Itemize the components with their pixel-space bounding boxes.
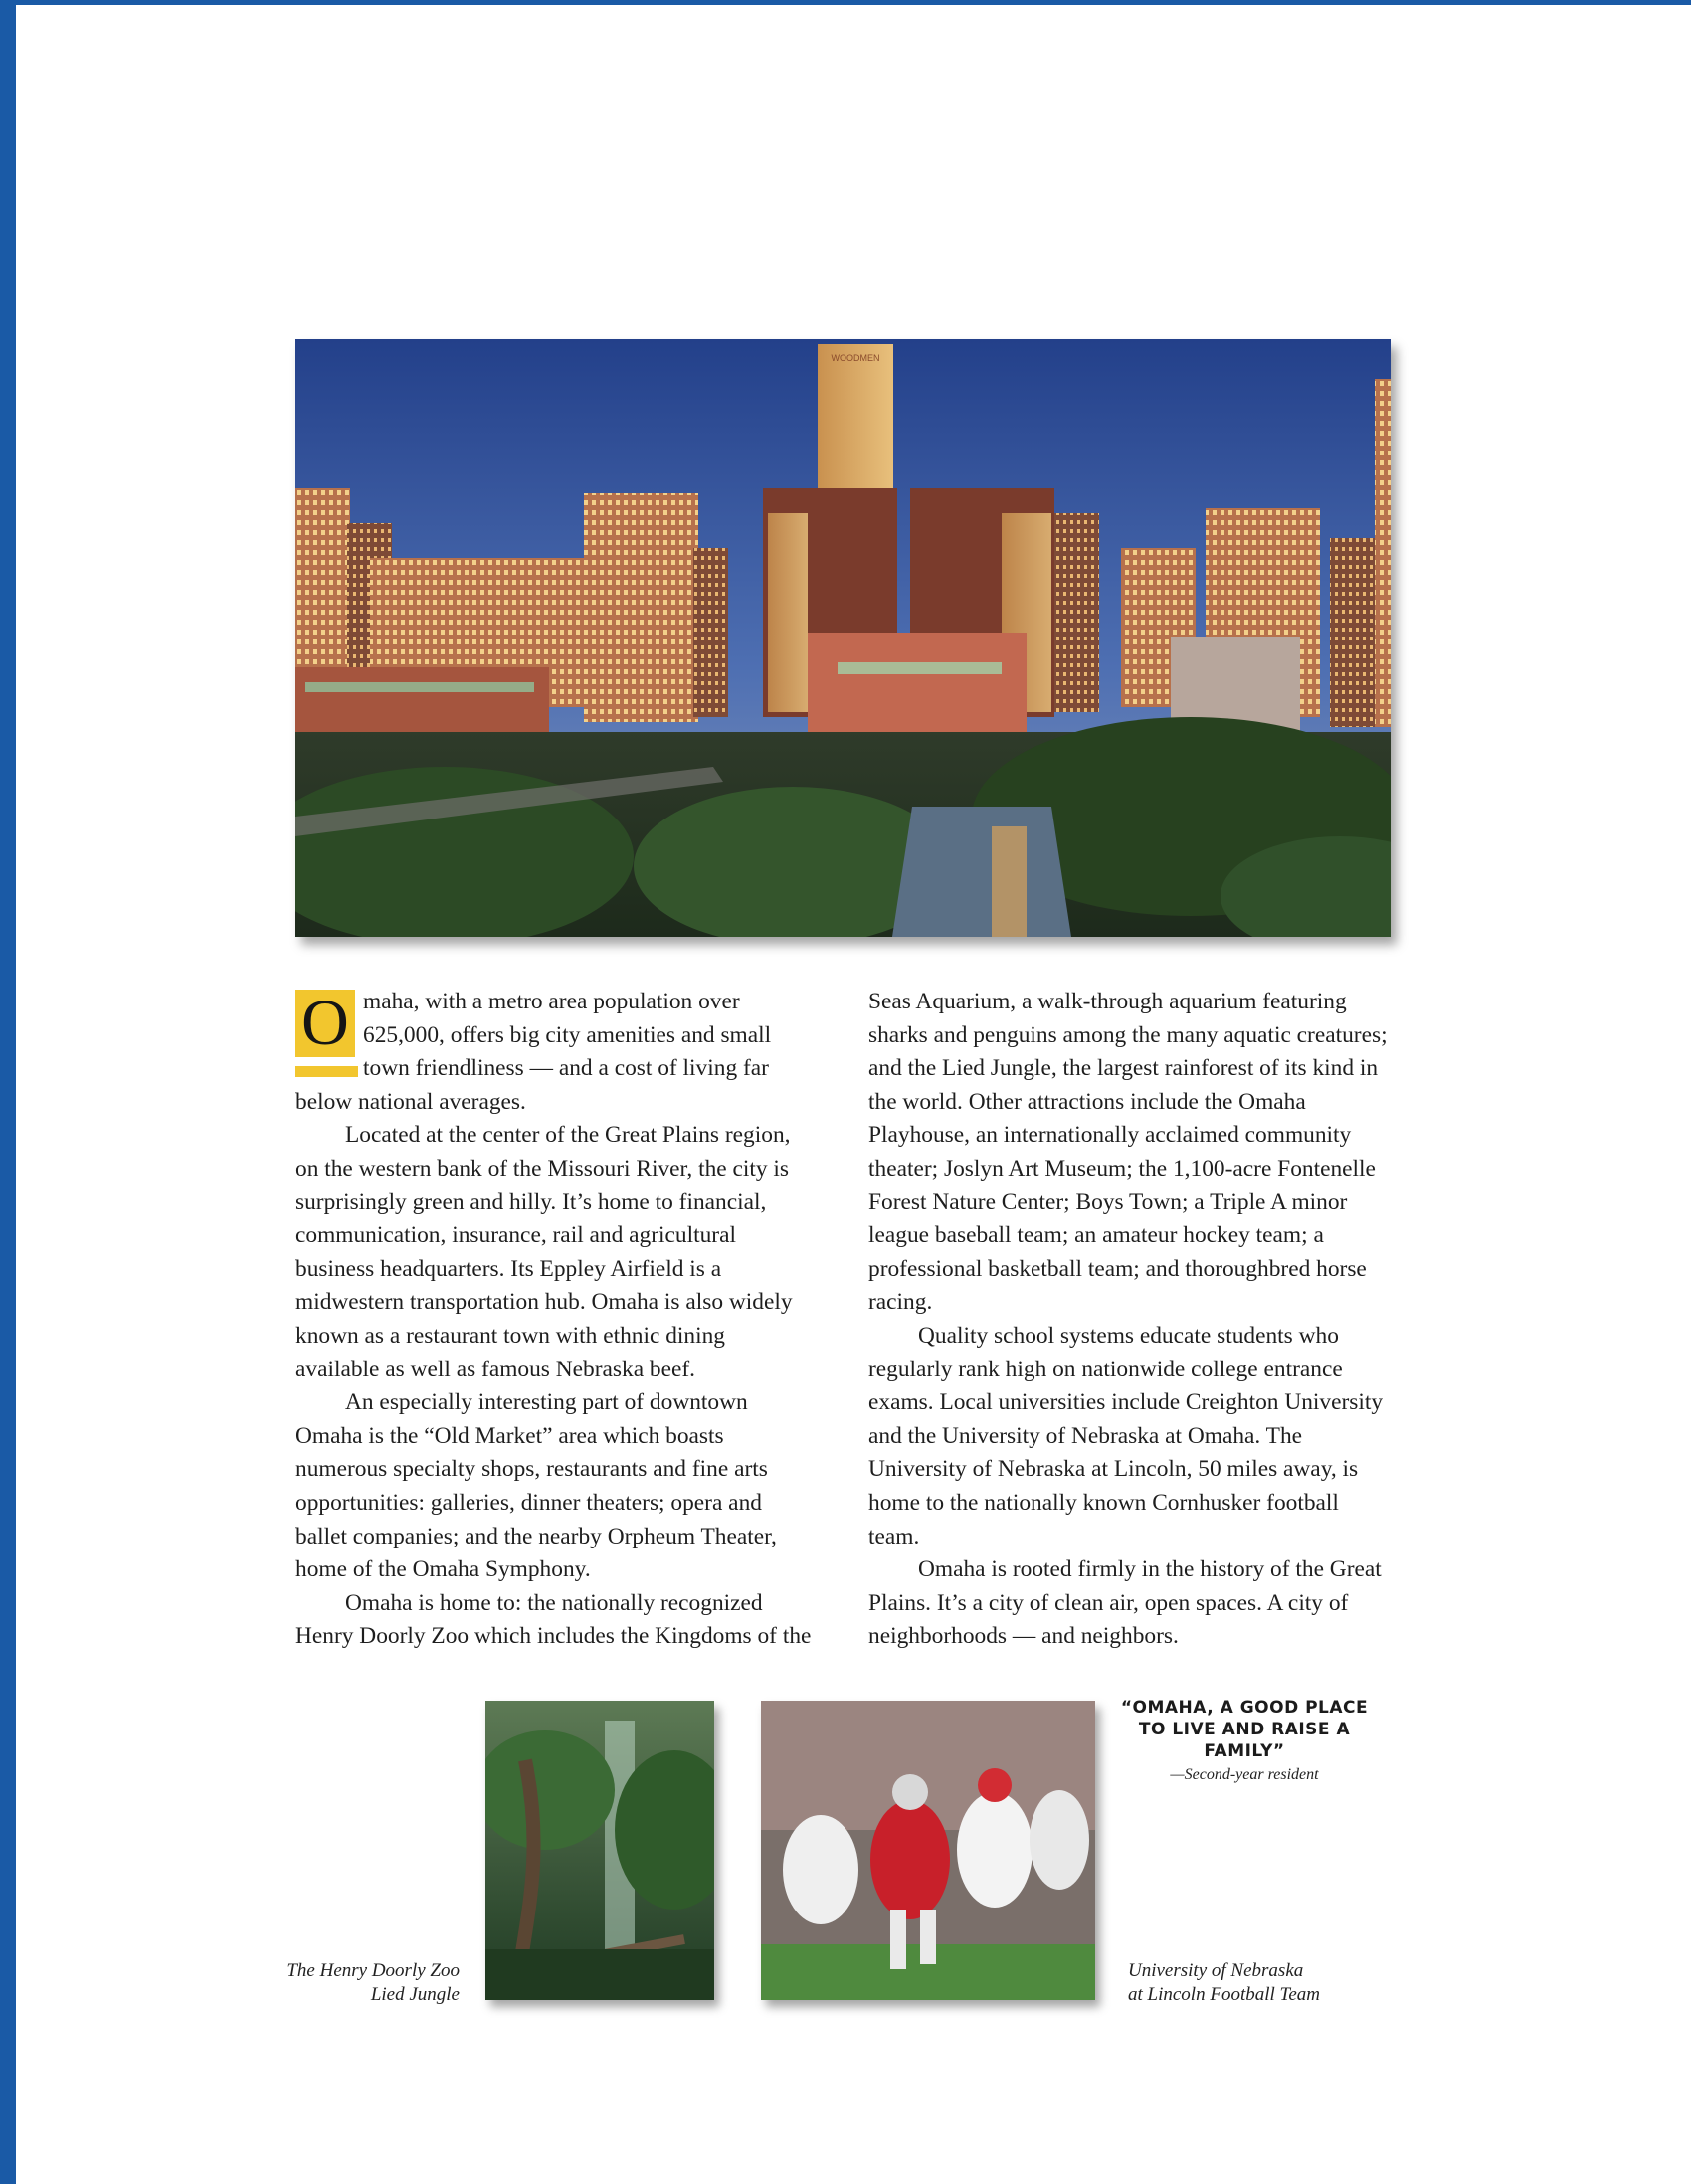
dropcap-underline-bar: [295, 1066, 358, 1077]
pull-quote: “OMAHA, A GOOD PLACE TO LIVE AND RAISE A FAMILY”: [1120, 1698, 1369, 1761]
football-caption: [1128, 1959, 1377, 2007]
geography-paragraph: Located at the center of the Great Plains region, on the western bank of the Missouri River, the city is surprisingly green and hilly. It’s home to financial, communication, insurance, rail and agricultural business headquarters. Its Eppley Airfield is a midwestern transportation hub. Omaha is also widely known as a restaurant town with ethnic dining available as well as famous Nebraska beef.: [295, 1122, 793, 1382]
top-border: [0, 0, 1691, 5]
zoo-paragraph: Omaha is home to: the nationally recognized Henry Doorly Zoo which includes the Kingdoms of the: [295, 1589, 812, 1650]
intro-paragraph: maha, with a metro area population over 625,000, offers big city amenities and small town friendliness — and a cost of living far below national averages.: [295, 989, 772, 1115]
woodmen-tower-sign: [832, 353, 880, 363]
football-caption-line1: University of Nebraska: [1128, 1960, 1304, 1981]
old-market-paragraph: An especially interesting part of downtown Omaha is the “Old Market” area which boasts numerous specialty shops, restaurants and fine arts opportunities: galleries, dinner theaters; opera and ballet companies; and the nearby Orpheum Theater, home of the Omaha Symphony.: [295, 1389, 777, 1583]
attractions-paragraph: Seas Aquarium, a walk-through aquarium featuring sharks and penguins among the many aquatic creatures; and the Lied Jungle, the largest rainforest of its kind in the world. Other attractions include the Omaha Playhouse, an internationally acclaimed community theater; Joslyn Art Museum; the 1,100-acre Fontenelle Forest Nature Center; Boys Town; a Triple A minor league baseball team; an amateur hockey team; a professional basketball team; and thoroughbred horse racing.: [868, 989, 1388, 1316]
zoo-caption-line2: Lied Jungle: [370, 1984, 460, 2005]
article-right-column: [868, 986, 1396, 1654]
quote-attribution: —Second-year resident: [1170, 1766, 1319, 1783]
left-border: [0, 0, 16, 2184]
dropcap: [295, 987, 355, 1059]
dropcap-letter: O: [301, 987, 349, 1059]
football-team-photo: [761, 1701, 1095, 2000]
schools-paragraph: Quality school systems educate students who regularly rank high on nationwide college entrance exams. Local universities include Creighton University and the University of Nebraska at Omaha. The University of Nebraska at Lincoln, 50 miles away, is home to the nationally known Cornhusker football team.: [868, 1322, 1384, 1549]
zoo-caption: [249, 1959, 460, 2007]
svg-text:WOODMEN: WOODMEN: [831, 353, 880, 363]
football-caption-line2: at Lincoln Football Team: [1128, 1984, 1321, 2005]
zoo-caption-line1: The Henry Doorly Zoo: [286, 1960, 460, 1981]
article-left-column: [295, 986, 814, 1654]
omaha-skyline-photo: [295, 339, 1391, 937]
closing-paragraph: Omaha is rooted firmly in the history of the Great Plains. It’s a city of clean air, open spaces. A city of neighborhoods — and neighbors.: [868, 1556, 1382, 1650]
lied-jungle-photo: [485, 1701, 714, 2000]
